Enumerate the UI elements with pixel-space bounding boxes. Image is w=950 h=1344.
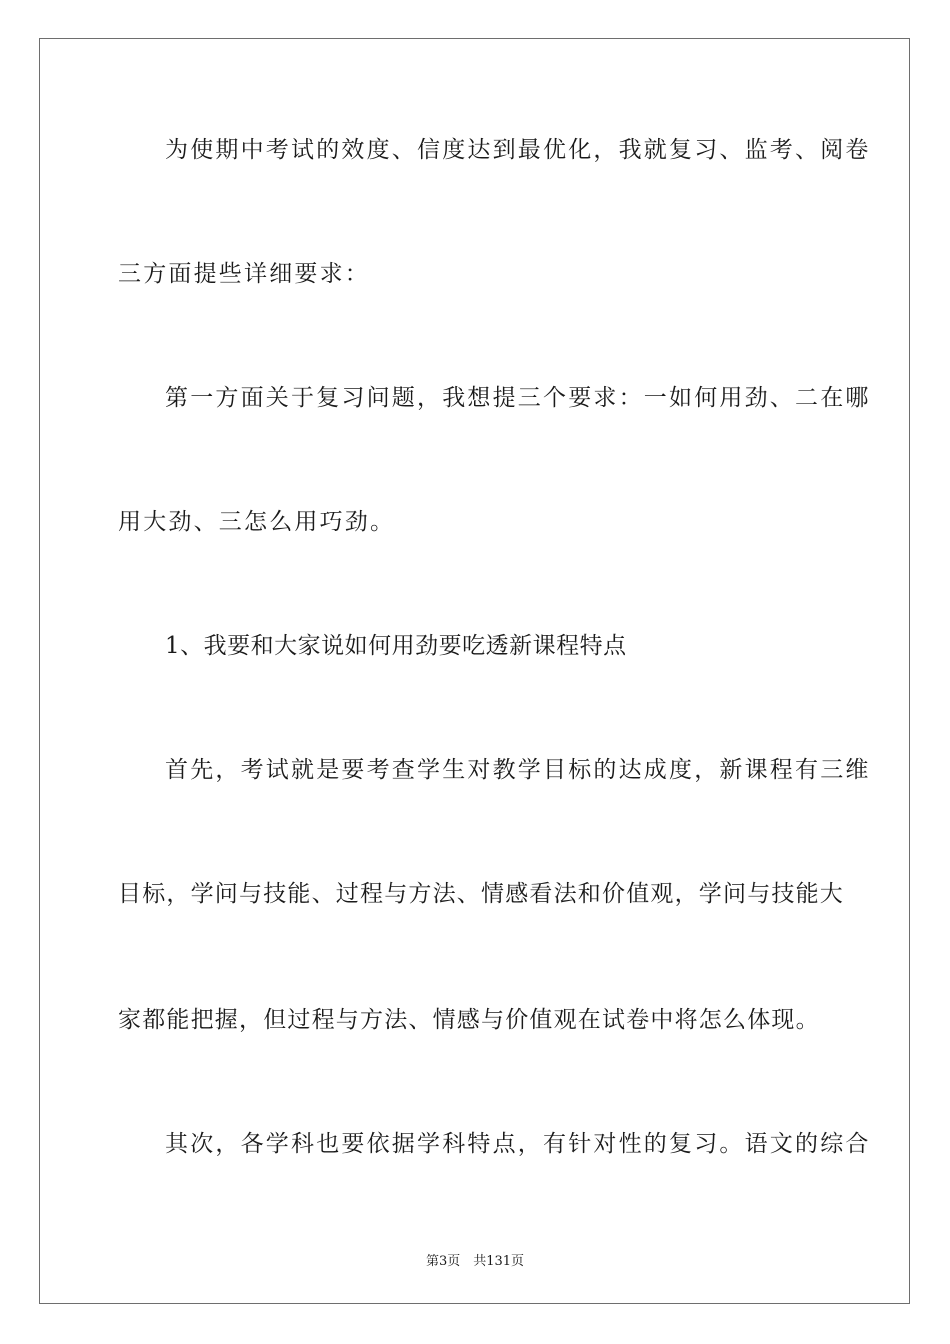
paragraph-line: 首先，考试就是要考查学生对教学目标的达成度，新课程有三维 (165, 757, 871, 783)
page-number: 第3页 共131页 (425, 1254, 525, 1269)
paragraph-line: 家都能把握，但过程与方法、情感与价值观在试卷中将怎么体现。 (118, 1007, 820, 1033)
paragraph-line: 目标，学问与技能、过程与方法、情感看法和价值观，学问与技能大 (118, 881, 844, 907)
paragraph-line: 第一方面关于复习问题，我想提三个要求：一如何用劲、二在哪 (165, 385, 871, 411)
paragraph-line: 其次，各学科也要依据学科特点，有针对性的复习。语文的综合 (165, 1131, 871, 1157)
paragraph-line: 1、我要和大家说如何用劲要吃透新课程特点 (165, 633, 627, 659)
paragraph-line: 为使期中考试的效度、信度达到最优化，我就复习、监考、阅卷 (165, 137, 871, 163)
page-border (39, 38, 910, 1304)
paragraph-line: 三方面提些详细要求： (118, 261, 370, 287)
paragraph-line: 用大劲、三怎么用巧劲。 (118, 509, 396, 535)
